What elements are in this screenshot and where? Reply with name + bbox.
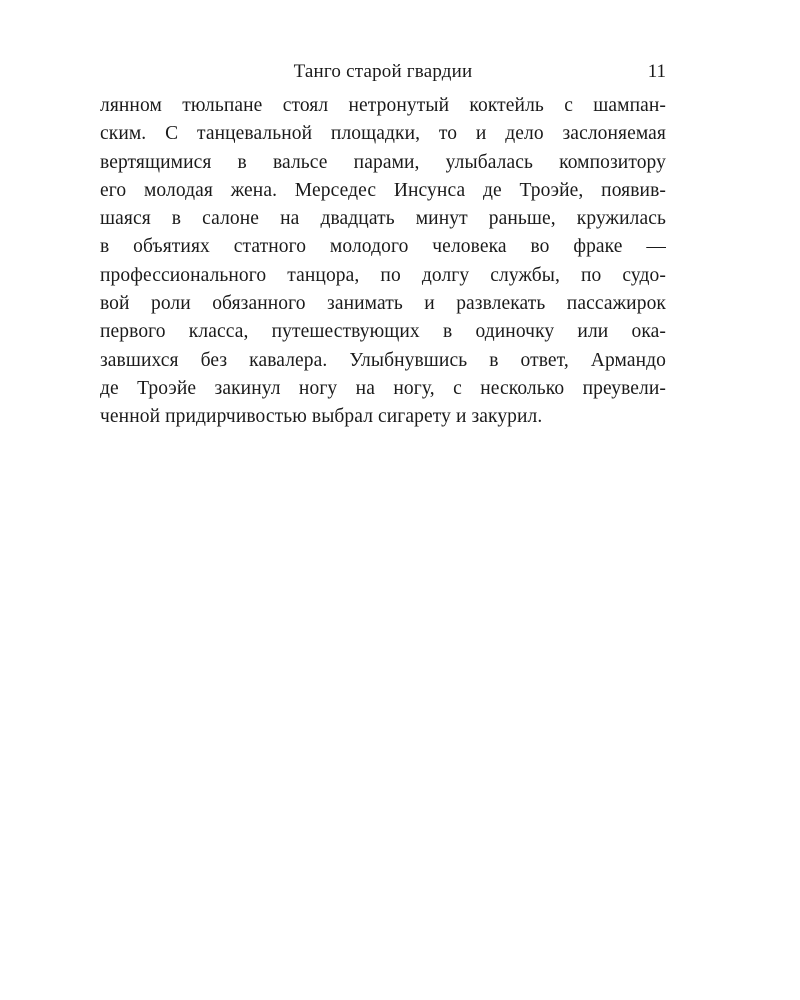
text-line: в объятиях статного молодого человека во фраке — [100,236,666,258]
text-line: вой роли обязанного занимать и развлекать пассажирок [100,293,666,315]
text-line: первого класса, путешествующих в одиночку или ока- [100,321,666,343]
text-line: профессионального танцора, по долгу службы, по судо- [100,264,666,286]
text-line: лянном тюльпане стоял нетронутый коктейль с шампан- [100,95,666,116]
text-line: его молодая жена. Мерседес Инсунса де Троэйе, появив- [100,179,666,201]
running-head [100,60,666,84]
text-line: шаяся в салоне на двадцать минут раньше, кружилась [100,208,666,230]
text-line: вертящимися в вальсе парами, улыбалась композитору [100,151,666,173]
text-line: де Троэйе закинул ногу на ногу, с несколько преувели- [100,377,666,399]
text-line: завшихся без кавалера. Улыбнувшись в ответ, Армандо [100,349,666,371]
text-line: ским. С танцевальной площадки, то и дело заслоняемая [100,123,666,145]
page-number: 11 [647,61,666,82]
body-paragraph [100,92,666,432]
running-title: Танго старой гвардии [293,61,473,82]
text-line: ченной придирчивостью выбрал сигарету и закурил. [100,406,543,428]
